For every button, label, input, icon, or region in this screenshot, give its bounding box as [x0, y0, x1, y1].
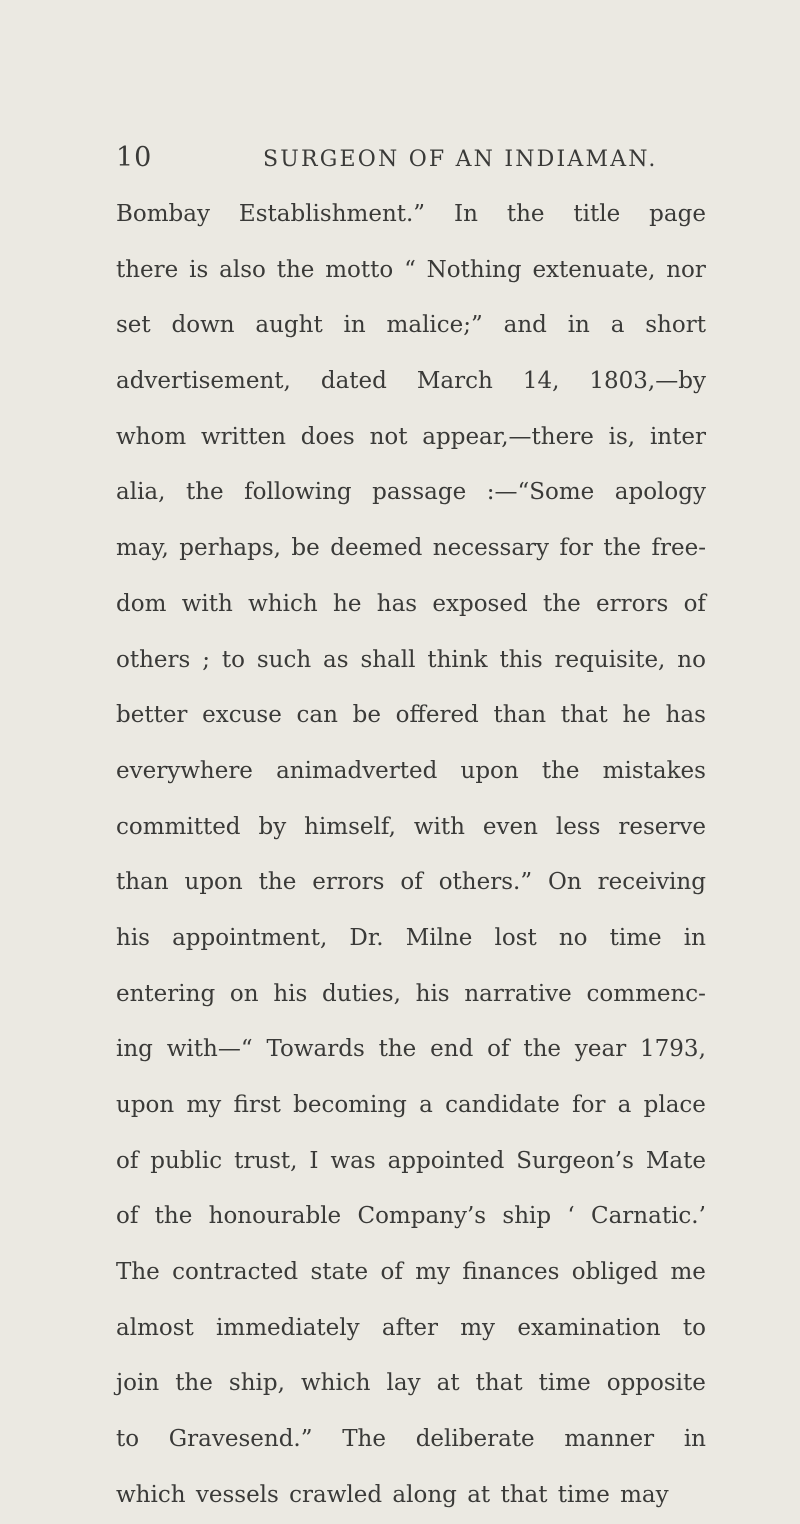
- text-line: of the honourable Company’s ship ‘ Carnatic.’: [116, 1203, 706, 1230]
- text-line: committed by himself, with even less reserve: [116, 813, 706, 840]
- text-line: others ; to such as shall think this requisite, no: [116, 646, 706, 673]
- text-line: upon my first becoming a candidate for a place: [116, 1092, 706, 1118]
- text-line: which vessels crawled along at that time may: [116, 1481, 669, 1508]
- text-line: The contracted state of my finances obliged me: [116, 1259, 706, 1286]
- text-line: than upon the errors of others.” On receiving: [116, 869, 706, 896]
- text-line: may, perhaps, be deemed necessary for the free-: [116, 535, 706, 562]
- text-line: everywhere animadverted upon the mistakes: [116, 757, 706, 784]
- text-line: whom written does not appear,—there is, inter: [116, 423, 706, 450]
- text-line: ing with—“ Towards the end of the year 1793,: [116, 1036, 706, 1063]
- text-line: alia, the following passage :—“Some apology: [116, 479, 706, 506]
- page-number: 10: [116, 142, 153, 173]
- text-line: Bombay Establishment.” In the title page: [116, 201, 706, 227]
- text-line: better excuse can be offered than that he has: [116, 702, 706, 729]
- text-line: dom with which he has exposed the errors of: [116, 590, 706, 617]
- text-line: of public trust, I was appointed Surgeon’s Mate: [116, 1147, 706, 1174]
- text-line: his appointment, Dr. Milne lost no time in: [116, 924, 706, 951]
- text-line: entering on his duties, his narrative commenc-: [116, 980, 706, 1007]
- body-text: [116, 187, 706, 1524]
- running-title: SURGEON OF AN INDIAMAN.: [263, 147, 658, 172]
- text-line: almost immediately after my examination to: [116, 1314, 706, 1341]
- text-line: set down aught in malice;” and in a short: [116, 312, 706, 339]
- text-line: to Gravesend.” The deliberate manner in: [116, 1426, 706, 1453]
- text-line: advertisement, dated March 14, 1803,—by: [116, 368, 706, 395]
- text-line: there is also the motto “ Nothing extenuate, nor: [116, 256, 706, 283]
- text-line: join the ship, which lay at that time opposite: [116, 1370, 706, 1397]
- running-head: [116, 138, 706, 178]
